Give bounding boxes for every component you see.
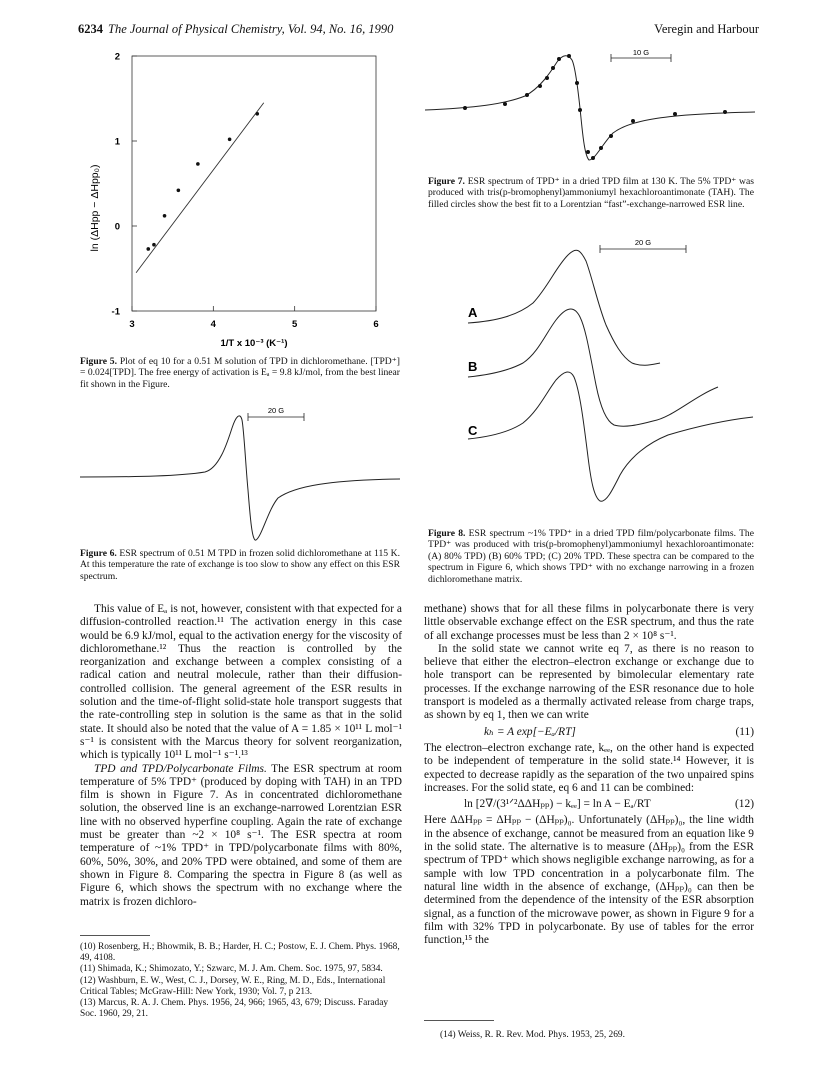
paragraph: This value of Eₐ is not, however, consistent with that expected for a diffusion-controlled reaction.¹¹ The activation energy in this case would be 6.9 kJ/mol, equal to the activation energy for the viscosity of dichloromethane.¹² Thus the reaction is controlled by the reorganization and exchange between a complex consisting of a radical cation and neutral molecule, rather than their diffusion-controlled collision. The general agreement of the ESR results in solution and the time-of-flight solid-state hole transport suggests that the rate-controlling step in solution is the same as that in the solid state. It should also be noted that the value of A = 1.85 × 10¹¹ L mol⁻¹ s⁻¹ is consistent with the Marcus theory for solvent reorganization, which is typically 10¹¹ L mol⁻¹ s⁻¹.¹³: [80, 603, 402, 762]
paragraph: In the solid state we cannot write eq 7, as there is no reason to believe that either the electron–electron exchange or exchange due to hole transport can be represented by bimolecular elementary rate processes. If the exchange narrowing of the ESR resonance due to hole transport is modeled as a thermally activated release from charge traps, as shown by eq 1, then we can write: [424, 642, 754, 722]
figure-6: [80, 400, 400, 550]
reference-item: (11) Shimada, K.; Shimozato, Y.; Szwarc, M. J. Am. Chem. Soc. 1975, 97, 5834.: [80, 964, 383, 975]
reference-item: (10) Rosenberg, H.; Bhowmik, B. B.; Harder, H. C.; Postow, E. J. Chem. Phys. 1968, 49, 4108.: [80, 942, 400, 964]
spectrum-label-a: A: [468, 305, 478, 320]
paragraph: methane) shows that for all these films in polycarbonate there is very little observable exchange effect on the ESR spectrum, and thus the rate of all exchange processes must be less than 2 × 10⁸ s⁻¹.: [424, 603, 754, 642]
figure-8: [428, 225, 758, 525]
footnote-rule: [424, 1020, 494, 1021]
equation-number: (11): [735, 725, 754, 738]
x-tick-label: 6: [373, 319, 379, 330]
y-tick-label: 2: [114, 51, 120, 63]
reference-item: (14) Weiss, R. R. Rev. Mod. Phys. 1953, 25, 269.: [440, 1030, 625, 1040]
figure-8-spectra: [428, 225, 758, 525]
spectrum-a: [468, 250, 660, 365]
figure-7-caption: [428, 176, 754, 210]
data-point: [152, 243, 156, 247]
figure-5-chart: [80, 48, 400, 353]
y-axis-label: ln (ΔHpp − ΔHpp₀): [89, 164, 101, 252]
equation-text: kₕ = A exp[−Eₐ/RT]: [484, 725, 576, 738]
x-axis-label: 1/T x 10⁻³ (K⁻¹): [220, 338, 288, 349]
page-number: 6234: [78, 22, 103, 36]
data-point: [177, 189, 181, 193]
equation-number: (12): [735, 798, 754, 811]
references-left: [80, 942, 402, 1020]
equation-11: [424, 723, 754, 742]
x-tick-label: 3: [129, 319, 135, 330]
figure-8-caption: [428, 528, 754, 585]
caption-text: ESR spectrum of TPD⁺ in a dried TPD film at 130 K. The 5% TPD⁺ was produced with tris(p-bromophenyl)ammoniumyl hexachloroantimonate (TAH). The filled circles show the best fit to a Lorentzian “fast”-exchange-narrowed ESR line.: [428, 176, 754, 210]
caption-text: ESR spectrum ~1% TPD⁺ in a dried TPD film/polycarbonate films. The TPD⁺ was produced with tris(p-bromophenyl)ammoniumyl hexachloroantimonate: (A) 80% TPD) (B) 60% TPD; (C) 20% TPD. These spectra can be compared to the spectrum in Figure 6, which shows TPD⁺ with no exchange narrowing in a frozen dichloromethane matrix.: [428, 528, 754, 585]
figure-5: [80, 48, 400, 353]
left-column-text: [80, 603, 402, 909]
esr-curve: [425, 56, 755, 160]
paragraph: Here ΔΔHₚₚ = ΔHₚₚ − (ΔHₚₚ)₀. Unfortunately (ΔHₚₚ)₀, the line width in the absence of exchange, cannot be measured from an equation like 9 in the solid state. The alternative is to measure (ΔHₚₚ)₀ from the ESR spectrum of TPD⁺ which shows negligible exchange narrowing, as for a sample with low TPD concentration in a polycarbonate film. The natural line width in the absence of exchange, (ΔHₚₚ)₀ can then be determined from the dependence of the intensity of the ESR absorption signal, as a function of the microwave power, as shown in Figure 9 for a film with 32% TPD in polycarbonate. By use of tables for the error function,¹⁵ the: [424, 814, 754, 947]
running-authors: Veregin and Harbour: [654, 22, 759, 36]
paragraph: [80, 763, 402, 909]
caption-label: Figure 8.: [428, 528, 466, 539]
section-heading: TPD and TPD/Polycarbonate Films.: [94, 762, 267, 775]
spectrum-label-c: C: [468, 423, 478, 438]
spectrum-b: [468, 309, 718, 426]
esr-curve: [80, 416, 400, 540]
y-tick-label: -1: [111, 306, 120, 318]
reference-item: (13) Marcus, R. A. J. Chem. Phys. 1956, 24, 966; 1965, 43, 679; Discuss. Faraday Soc. 1960, 29, 21.: [80, 998, 389, 1020]
caption-text: ESR spectrum of 0.51 M TPD in frozen solid dichloromethane at 115 K. At this temperature the rate of exchange is too slow to show any effect on this ESR spectrum.: [80, 548, 400, 582]
figure-5-caption: [80, 356, 400, 390]
journal-title: The Journal of Physical Chemistry, Vol. 94, No. 16, 1990: [108, 22, 394, 36]
data-point: [146, 247, 150, 251]
data-point: [163, 214, 167, 218]
caption-text: Plot of eq 10 for a 0.51 M solution of TPD in dichloromethane. [TPD⁺] = 0.024[TPD]. The free energy of activation is Eₐ = 9.8 kJ/mol, from the best linear fit shown in the Figure.: [80, 356, 400, 390]
caption-label: Figure 6.: [80, 548, 117, 559]
x-tick-label: 5: [292, 319, 298, 330]
paragraph-text: The ESR spectrum at room temperature of 5% TPD⁺ (produced by doping with TAH) in an TPD film is shown in Figure 7. As in concentrated dichloromethane solution, the observed line is an exchange-narrowed Lorentzian ESR line with no observed hyperfine coupling. Again the rate of exchange must be greater than ~2 × 10⁸ s⁻¹. The ESR spectra at room temperature of ~1% TPD⁺ in TPD/polycarbonate films with 80%, 60%, 50%, 30%, and 20% TPD were obtained, and some of them are shown in Figure 8. Comparing the spectra in Figure 8 (as well as Figure 6, which shows the spectrum with no exchange where the matrix is frozen dichloro-: [80, 762, 402, 908]
paragraph: The electron–electron exchange rate, kₑₑ, on the other hand is expected to be independent of temperature in the solid state.¹⁴ However, it is expected to decrease rapidly as the separation of the two unpaired spins increases. For the solid state, eq 6 and 11 can be combined:: [424, 741, 754, 794]
x-tick-label: 4: [210, 319, 216, 330]
spectrum-c: [468, 372, 753, 501]
y-tick-label: 0: [114, 221, 120, 233]
y-tick-label: 1: [114, 136, 120, 148]
data-point: [228, 138, 232, 142]
reference-item: (12) Washburn, E. W., West, C. J., Dorsey, W. E., Ring, M. D., Eds., International Critical Tables; McGraw-Hill: New York, 1930; Vol. 7, p 213.: [80, 975, 386, 997]
figure-6-caption: [80, 548, 400, 582]
fit-points: [463, 54, 727, 160]
fit-line: [136, 103, 264, 273]
plot-frame: [132, 56, 376, 311]
figure-6-spectrum: [80, 400, 400, 550]
caption-label: Figure 5.: [80, 356, 118, 367]
figure-7-spectrum: [425, 48, 755, 173]
scale-label: 20 G: [267, 406, 285, 415]
scale-label: 10 G: [632, 48, 650, 57]
footnote-rule: [80, 935, 150, 936]
scale-label: 20 G: [634, 238, 652, 247]
spectrum-label-b: B: [468, 359, 478, 374]
figure-7: [425, 48, 755, 173]
equation-text: ln [2∇/(3¹ᐟ²ΔΔHₚₚ) − kₑₑ] = ln A − Eₐ/RT: [464, 798, 651, 811]
right-column-text: [424, 603, 754, 947]
caption-label: Figure 7.: [428, 176, 465, 187]
data-point: [196, 162, 200, 166]
page-header: [78, 22, 759, 40]
references-right: [440, 1030, 754, 1041]
equation-12: [424, 795, 754, 814]
data-point: [255, 112, 259, 116]
